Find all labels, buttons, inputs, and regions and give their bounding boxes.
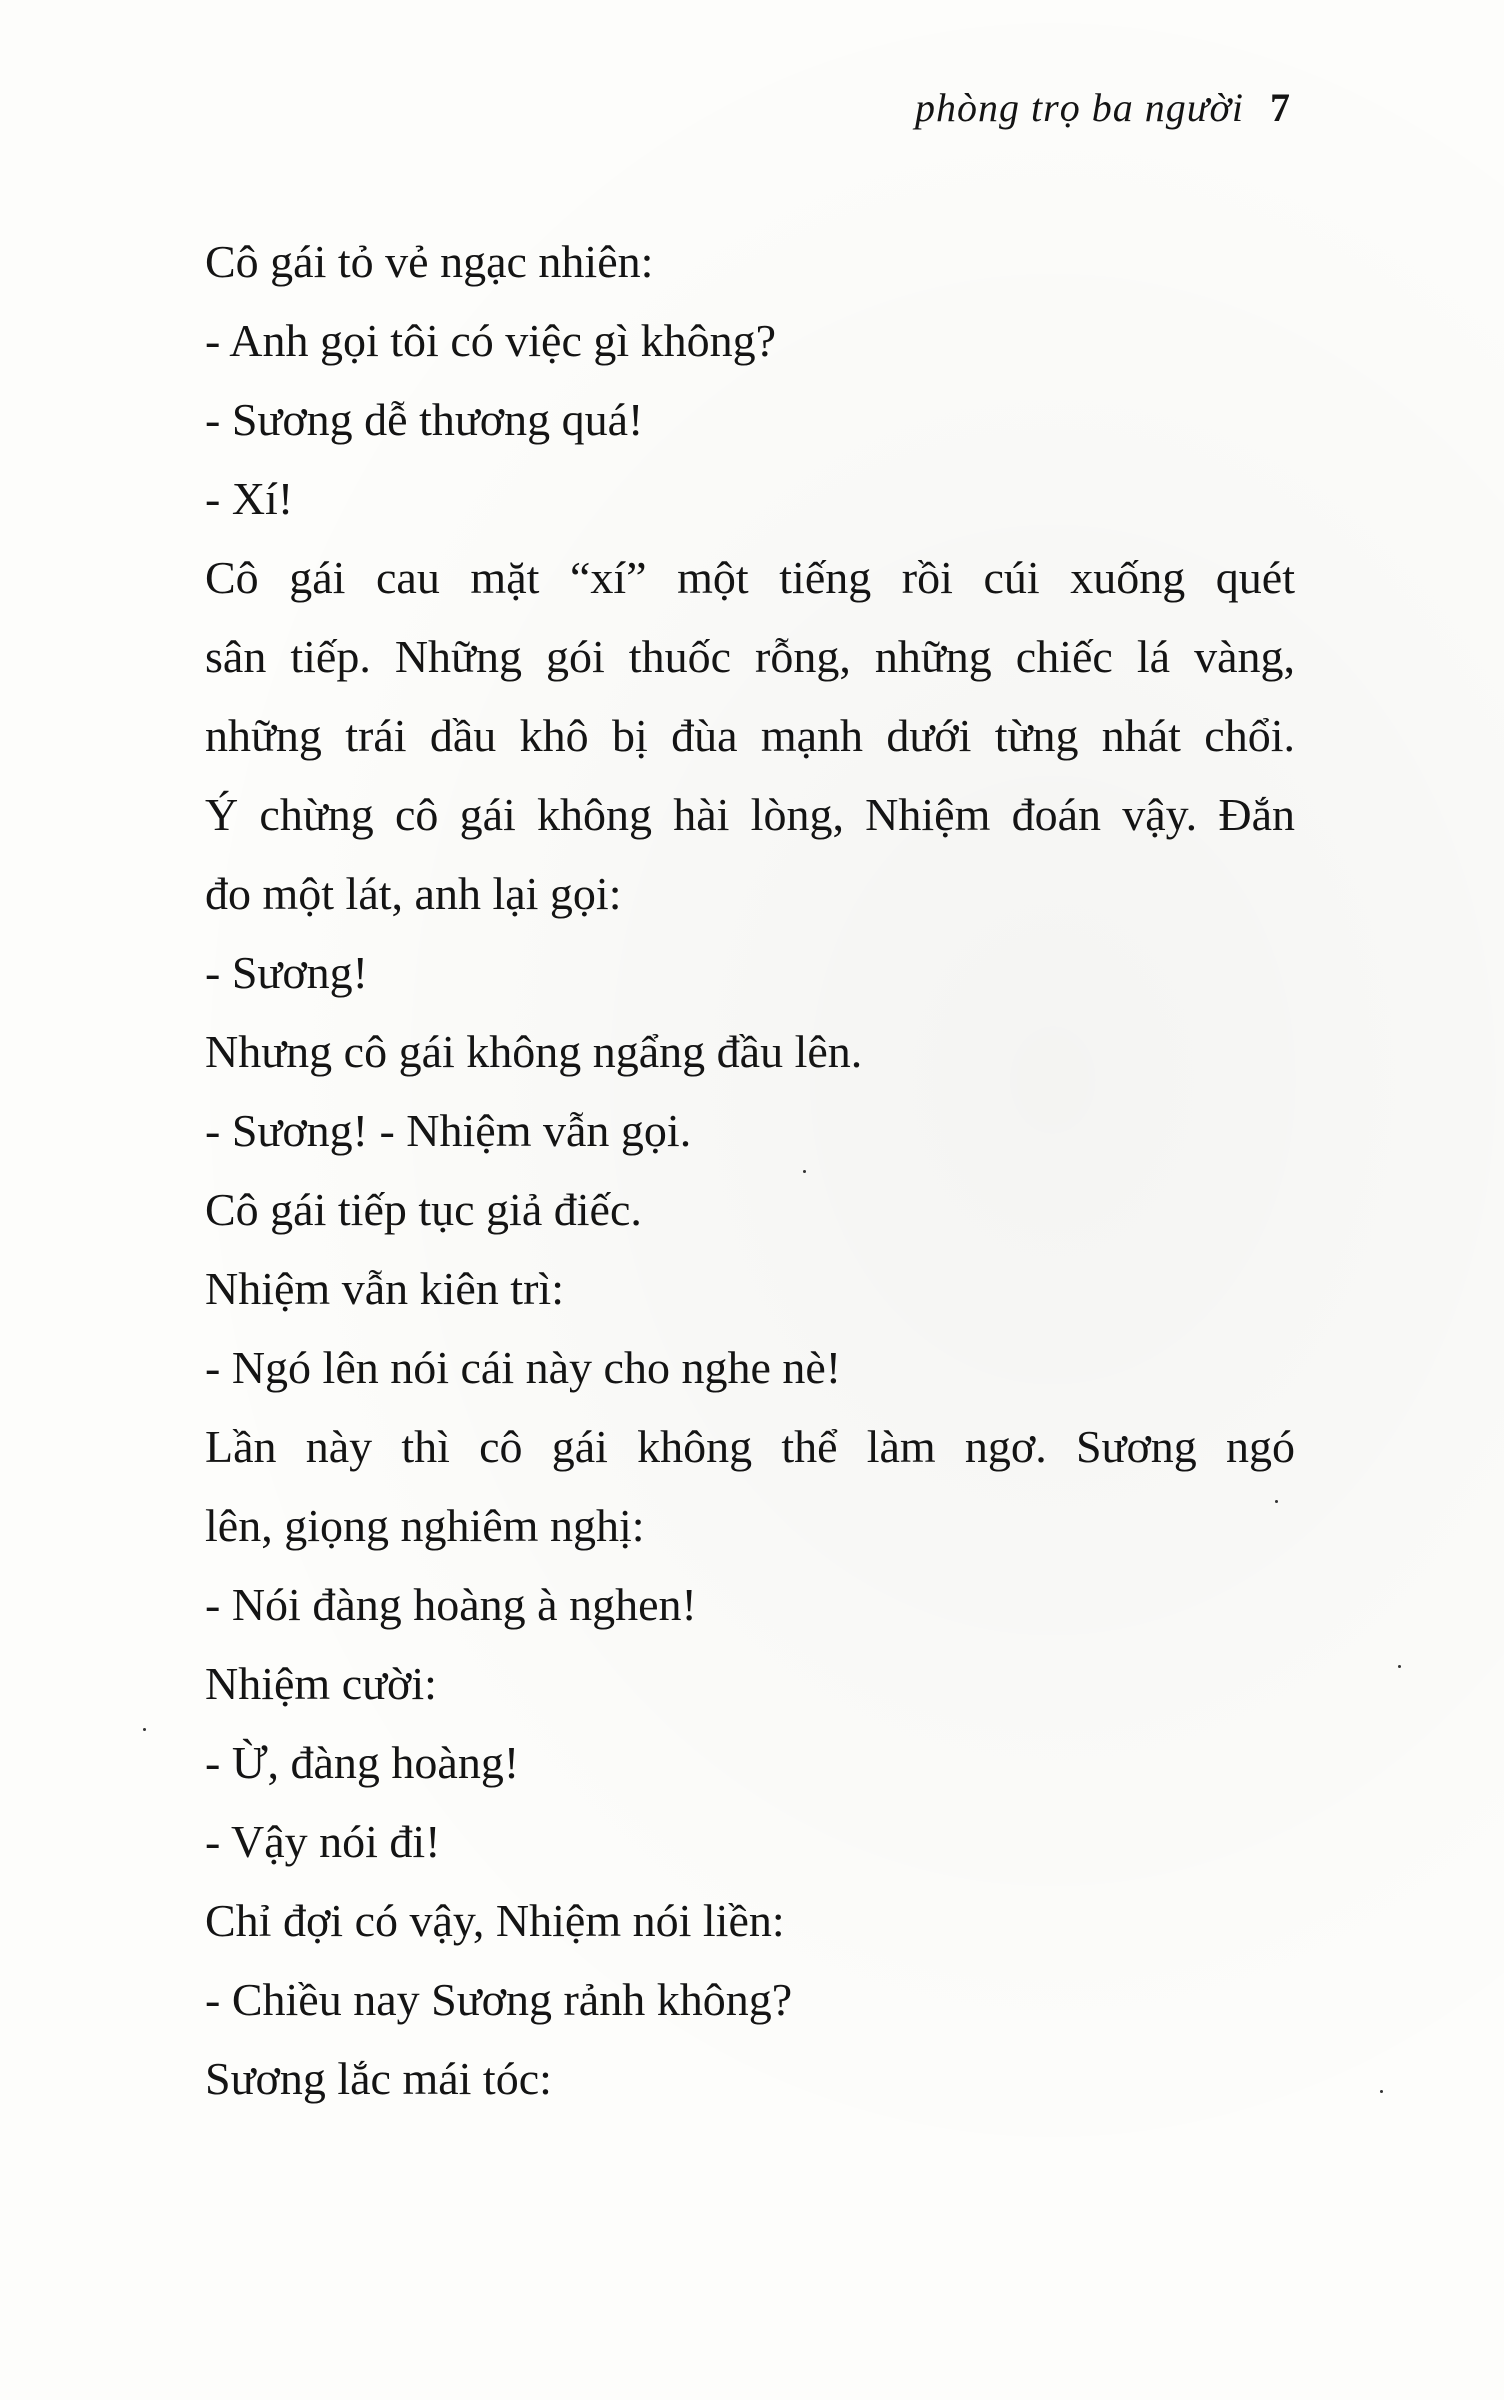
- text-line: - Nói đàng hoàng à nghen!: [205, 1579, 697, 1630]
- text-line: Nhưng cô gái không ngẩng đầu lên.: [205, 1026, 863, 1077]
- page-header: [200, 78, 1290, 138]
- running-title: phòng trọ ba người: [915, 85, 1244, 130]
- text-line: Nhiệm cười:: [205, 1658, 437, 1709]
- text-line: - Chiều nay Sương rảnh không?: [205, 1974, 793, 2025]
- text-line: đo một lát, anh lại gọi:: [205, 868, 622, 919]
- ink-speck: [1398, 1665, 1401, 1668]
- text-line: Ý chừng cô gái không hài lòng, Nhiệm đoán vậy. Đắn: [205, 789, 1295, 840]
- text-line: - Vậy nói đi!: [205, 1816, 441, 1867]
- text-line: Lần này thì cô gái không thể làm ngơ. Sương ngó: [205, 1421, 1295, 1472]
- text-line: - Ngó lên nói cái này cho nghe nè!: [205, 1342, 842, 1393]
- text-line: Cô gái cau mặt “xí” một tiếng rồi cúi xuống quét: [205, 552, 1295, 603]
- text-line: Cô gái tỏ vẻ ngạc nhiên:: [205, 236, 654, 287]
- body-text: [205, 222, 1295, 2118]
- ink-speck: [1380, 2090, 1383, 2093]
- text-line: những trái dầu khô bị đùa mạnh dưới từng nhát chổi.: [205, 710, 1295, 761]
- text-line: Nhiệm vẫn kiên trì:: [205, 1263, 564, 1314]
- text-line: - Sương!: [205, 947, 368, 998]
- text-line: - Sương dễ thương quá!: [205, 394, 644, 445]
- ink-speck: [1275, 1500, 1278, 1503]
- page-number: 7: [1270, 85, 1290, 130]
- text-line: Sương lắc mái tóc:: [205, 2053, 552, 2104]
- text-line: lên, giọng nghiêm nghị:: [205, 1500, 645, 1551]
- text-line: Cô gái tiếp tục giả điếc.: [205, 1184, 642, 1235]
- text-line: Chỉ đợi có vậy, Nhiệm nói liền:: [205, 1895, 785, 1946]
- text-line: sân tiếp. Những gói thuốc rỗng, những chiếc lá vàng,: [205, 631, 1295, 682]
- ink-speck: [803, 1170, 806, 1173]
- ink-speck: [143, 1728, 146, 1731]
- text-line: - Sương! - Nhiệm vẫn gọi.: [205, 1105, 692, 1156]
- text-line: - Ừ, đàng hoàng!: [205, 1737, 520, 1788]
- text-line: - Xí!: [205, 473, 294, 524]
- text-line: - Anh gọi tôi có việc gì không?: [205, 315, 777, 366]
